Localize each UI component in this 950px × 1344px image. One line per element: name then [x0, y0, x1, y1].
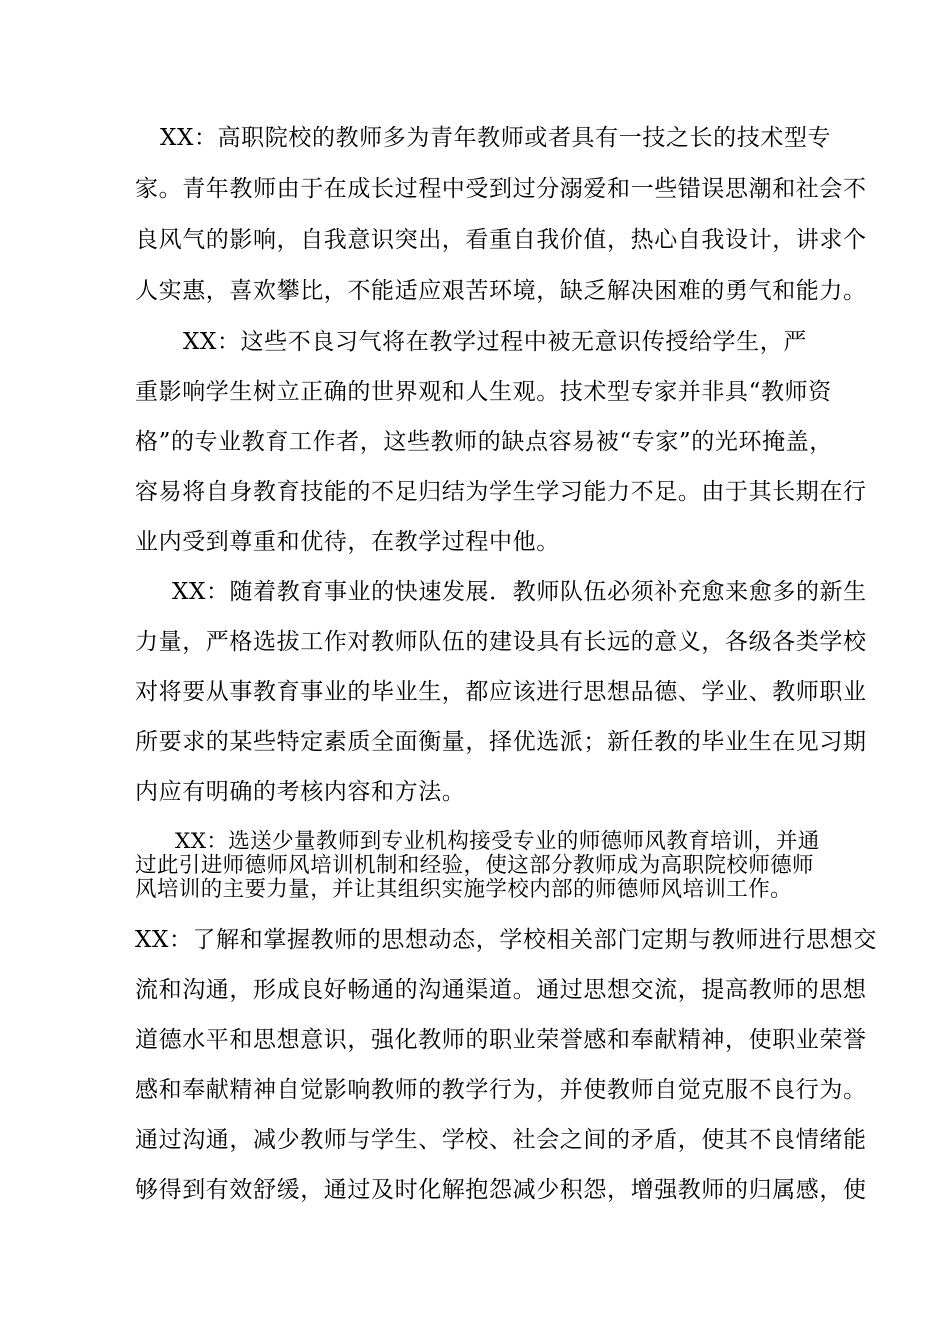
paragraph-3-line-5: 内应有明确的考核内容和方法。 — [135, 779, 466, 805]
paragraph-2-line-3: 格”的专业教育工作者，这些教师的缺点容易被“专家”的光环掩盖， — [135, 429, 833, 455]
paragraph-1-line-3: 良风气的影响，自我意识突出，看重自我价值，热心自我设计，讲求个 — [135, 227, 867, 253]
paragraph-3-line-3: 对将要从事教育事业的毕业生，都应该进行思想品德、学业、教师职业 — [135, 679, 867, 705]
paragraph-1-line-1: XX：高职院校的教师多为青年教师或者具有一技之长的技术型专 — [160, 125, 832, 151]
paragraph-5-line-4: 感和奉献精神自觉影响教师的教学行为，并使教师自觉克服不良行为。 — [135, 1077, 867, 1103]
paragraph-2-line-2: 重影响学生树立正确的世界观和人生观。技术型专家并非具“教师资 — [135, 379, 832, 405]
paragraph-1-line-2: 家。青年教师由于在成长过程中受到过分溺爱和一些错误思潮和社会不 — [135, 176, 867, 202]
paragraph-5-line-3: 道德水平和思想意识，强化教师的职业荣誉感和奉献精神，使职业荣誉 — [135, 1027, 867, 1053]
paragraph-3-line-4: 所要求的某些特定素质全面衡量，择优选派；新任教的毕业生在见习期 — [135, 729, 867, 755]
paragraph-3-line-2: 力量，严格选拔工作对教师队伍的建设具有长远的意义，各级各类学校 — [135, 629, 867, 655]
paragraph-5-line-2: 流和沟通，形成良好畅通的沟通渠道。通过思想交流，提高教师的思想 — [135, 977, 867, 1003]
paragraph-5-line-5: 通过沟通，减少教师与学生、学校、社会之间的矛盾，使其不良情绪能 — [135, 1127, 867, 1153]
paragraph-2-line-1: XX：这些不良习气将在教学过程中被无意识传授给学生，严 — [183, 329, 807, 355]
paragraph-2-line-4: 容易将自身教育技能的不足归结为学生学习能力不足。由于其长期在行 — [135, 479, 867, 505]
paragraph-1-line-4: 人实惠，喜欢攀比，不能适应艰苦环境，缺乏解决困难的勇气和能力。 — [135, 278, 867, 304]
paragraph-2-line-5: 业内受到尊重和优待，在教学过程中他。 — [135, 529, 560, 555]
paragraph-4-line-3: 风培训的主要力量，并让其组织实施学校内部的师德师风培训工作。 — [135, 877, 793, 902]
paragraph-4-line-1: XX：选送少量教师到专业机构接受专业的师德师风教育培训，并通 — [175, 829, 820, 854]
paragraph-5-line-1: XX：了解和掌握教师的思想动态，学校相关部门定期与教师进行思想交 — [135, 927, 877, 953]
paragraph-5-line-6: 够得到有效舒缓，通过及时化解抱怨减少积怨，增强教师的归属感，使 — [135, 1177, 867, 1203]
paragraph-3-line-1: XX：随着教育事业的快速发展．教师队伍必须补充愈来愈多的新生 — [172, 579, 867, 605]
paragraph-4-line-2: 过此引进师德师风培训机制和经验，使这部分教师成为高职院校师德师 — [135, 853, 814, 878]
